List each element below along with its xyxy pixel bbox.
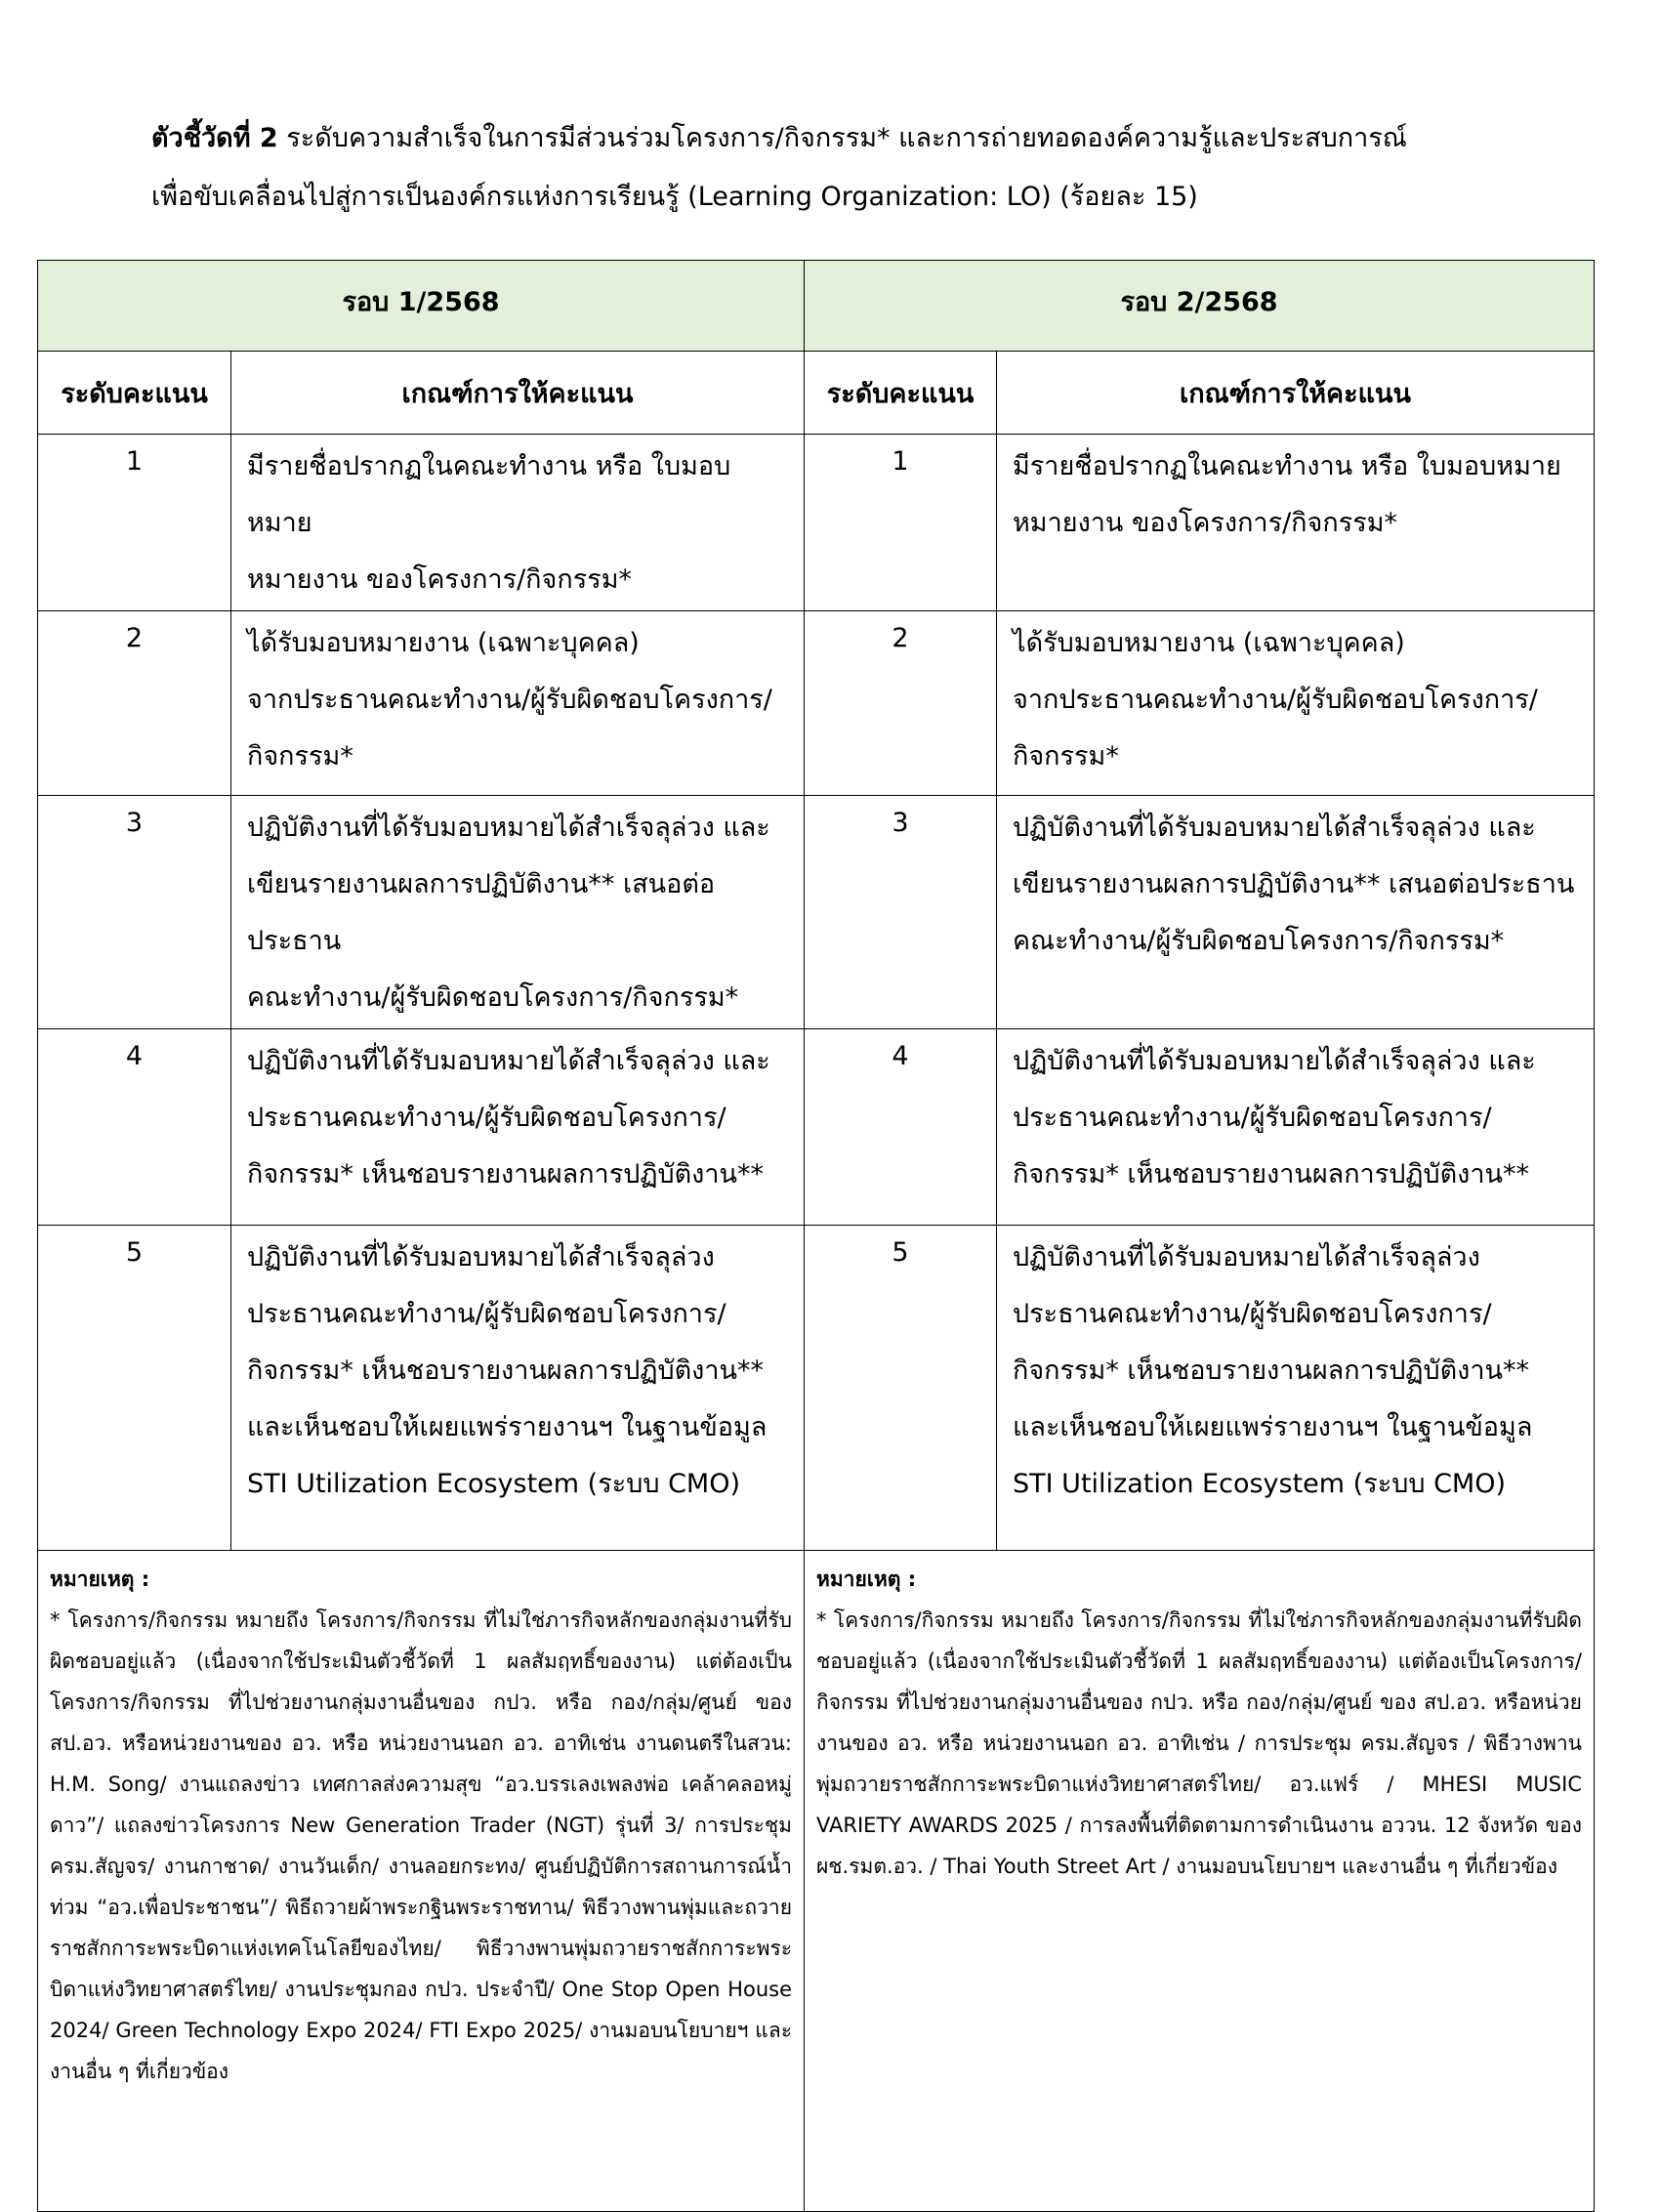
level-header: ระดับคะแนน	[38, 352, 231, 435]
criteria-line: ปฏิบัติงานที่ได้รับมอบหมายได้สำเร็จลุล่วง	[1013, 1242, 1480, 1273]
score-criteria	[231, 1029, 805, 1226]
criteria-line: หมายงาน ของโครงการ/กิจกรรม*	[1013, 508, 1397, 538]
score-criteria	[997, 796, 1595, 1029]
criteria-line: ประธานคณะทำงาน/ผู้รับผิดชอบโครงการ/	[1013, 1103, 1492, 1133]
criteria-line: กิจกรรม*	[1013, 741, 1119, 772]
score-criteria	[231, 1226, 805, 1551]
score-level: 4	[805, 1029, 997, 1226]
criteria-row	[38, 611, 1595, 796]
level-header: ระดับคะแนน	[805, 352, 997, 435]
criteria-line: คณะทำงาน/ผู้รับผิดชอบโครงการ/กิจกรรม*	[1013, 926, 1505, 956]
criteria-line: และเห็นชอบให้เผยแพร่รายงานฯ ในฐานข้อมูล	[247, 1412, 768, 1442]
criteria-line: เขียนรายงานผลการปฏิบัติงาน** เสนอต่อประธาน	[247, 869, 716, 956]
notes-text: * โครงการ/กิจกรรม หมายถึง โครงการ/กิจกรรม ที่ไม่ใช่ภารกิจหลักของกลุ่มงานที่รับผิดชอบอยู่แล้ว (เนื่องจากใช้ประเมินตัวชี้วัดที่ 1 ผลสัมฤทธิ์ของงาน) แต่ต้องเป็นโครงการ/กิจกรรม ที่ไปช่วยงานกลุ่มงานอื่นของ กปว. หรือ กอง/กลุ่ม/ศูนย์ ของ สป.อว. หรือหน่วยงานของ อว. หรือ หน่วยงานนอก อว. อาทิเช่น งานดนตรีในสวน: H.M. Song/ งานแถลงข่าว เทศกาลส่งความสุข “อว.บรรเลงเพลงพ่อ เคล้าคลอหมู่ดาว”/ แถลงข่าวโครงการ New Generation Trader (NGT) รุ่นที่ 3/ การประชุม ครม.สัญจร/ งานกาชาด/ งานวันเด็ก/ งานลอยกระทง/ ศูนย์ปฏิบัติการสถานการณ์น้ำท่วม “อว.เพื่อประชาชน”/ พิธีถวายผ้าพระกฐินพระราชทาน/ พิธีวางพานพุ่มและถวายราชสักการะพระบิดาแห่งเทคโนโลยีของไทย/ พิธีวางพานพุ่มถวายราชสักการะพระบิดาแห่งวิทยาศาสตร์ไทย/ งานประชุมกอง กปว. ประจำปี/ One Stop Open House 2024/ Green Technology Expo 2024/ FTI Expo 2025/ งานมอบนโยบายฯ และงานอื่น ๆ ที่เกี่ยวข้อง	[50, 1608, 792, 2083]
criteria-rows	[38, 435, 1595, 1551]
criteria-line: ปฏิบัติงานที่ได้รับมอบหมายได้สำเร็จลุล่วง และ	[1013, 813, 1536, 843]
criteria-line: และเห็นชอบให้เผยแพร่รายงานฯ ในฐานข้อมูล	[1013, 1412, 1533, 1442]
heading-line-2: เพื่อขับเคลื่อนไปสู่การเป็นองค์กรแห่งการเรียนรู้ (Learning Organization: LO) (ร้อยละ 15)	[151, 182, 1198, 212]
criteria-row	[38, 796, 1595, 1029]
heading-line-1-text: ระดับความสำเร็จในการมีส่วนร่วมโครงการ/กิจกรรม* และการถ่ายทอดองค์ความรู้และประสบการณ์	[277, 123, 1407, 153]
score-criteria	[997, 611, 1595, 796]
criteria-header: เกณฑ์การให้คะแนน	[231, 352, 805, 435]
criteria-line: ประธานคณะทำงาน/ผู้รับผิดชอบโครงการ/	[247, 1103, 726, 1133]
criteria-line: ได้รับมอบหมายงาน (เฉพาะบุคคล)	[247, 628, 640, 658]
criteria-line: STI Utilization Ecosystem (ระบบ CMO)	[1013, 1469, 1506, 1499]
criteria-line: ได้รับมอบหมายงาน (เฉพาะบุคคล)	[1013, 628, 1405, 658]
score-criteria	[997, 1226, 1595, 1551]
criteria-line: ปฏิบัติงานที่ได้รับมอบหมายได้สำเร็จลุล่วง และ	[247, 1046, 770, 1076]
criteria-line: ปฏิบัติงานที่ได้รับมอบหมายได้สำเร็จลุล่วง และ	[1013, 1046, 1536, 1076]
criteria-line: จากประธานคณะทำงาน/ผู้รับผิดชอบโครงการ/	[247, 685, 772, 715]
round-header-row	[38, 261, 1595, 352]
score-level: 3	[805, 796, 997, 1029]
criteria-line: ปฏิบัติงานที่ได้รับมอบหมายได้สำเร็จลุล่วง และ	[247, 813, 770, 843]
score-level: 5	[38, 1226, 231, 1551]
criteria-line: กิจกรรม* เห็นชอบรายงานผลการปฏิบัติงาน**	[247, 1356, 764, 1386]
score-criteria	[997, 435, 1595, 611]
column-header-row	[38, 352, 1595, 435]
heading-bold-label: ตัวชี้วัดที่ 2	[151, 123, 278, 153]
score-level: 1	[38, 435, 231, 611]
score-criteria	[231, 435, 805, 611]
score-criteria	[997, 1029, 1595, 1226]
round-2-header: รอบ 2/2568	[805, 261, 1595, 352]
criteria-row	[38, 1226, 1595, 1551]
notes-title: หมายเหตุ :	[816, 1567, 917, 1591]
notes-left	[38, 1551, 805, 2212]
notes-title: หมายเหตุ :	[50, 1567, 150, 1591]
criteria-line: มีรายชื่อปรากฏในคณะทำงาน หรือ ใบมอบหมาย	[247, 451, 731, 538]
indicator-heading	[151, 109, 1557, 227]
criteria-line: เขียนรายงานผลการปฏิบัติงาน** เสนอต่อประธาน	[1013, 869, 1575, 899]
criteria-line: กิจกรรม* เห็นชอบรายงานผลการปฏิบัติงาน**	[1013, 1356, 1529, 1386]
criteria-line: ปฏิบัติงานที่ได้รับมอบหมายได้สำเร็จลุล่วง	[247, 1242, 715, 1273]
notes-right	[805, 1551, 1595, 2212]
score-level: 4	[38, 1029, 231, 1226]
score-criteria	[231, 796, 805, 1029]
criteria-row	[38, 435, 1595, 611]
criteria-line: STI Utilization Ecosystem (ระบบ CMO)	[247, 1469, 740, 1499]
criteria-table	[37, 260, 1595, 2212]
criteria-line: หมายงาน ของโครงการ/กิจกรรม*	[247, 564, 632, 595]
criteria-line: ประธานคณะทำงาน/ผู้รับผิดชอบโครงการ/	[1013, 1299, 1492, 1329]
criteria-line: กิจกรรม* เห็นชอบรายงานผลการปฏิบัติงาน**	[1013, 1159, 1529, 1189]
criteria-line: ประธานคณะทำงาน/ผู้รับผิดชอบโครงการ/	[247, 1299, 726, 1329]
score-level: 3	[38, 796, 231, 1029]
notes-row	[38, 1551, 1595, 2212]
criteria-line: จากประธานคณะทำงาน/ผู้รับผิดชอบโครงการ/	[1013, 685, 1538, 715]
criteria-line: คณะทำงาน/ผู้รับผิดชอบโครงการ/กิจกรรม*	[247, 982, 739, 1013]
score-criteria	[231, 611, 805, 796]
criteria-line: กิจกรรม*	[247, 741, 353, 772]
round-1-header: รอบ 1/2568	[38, 261, 805, 352]
heading-line-1	[151, 109, 1557, 168]
score-level: 5	[805, 1226, 997, 1551]
criteria-line: มีรายชื่อปรากฏในคณะทำงาน หรือ ใบมอบหมาย	[1013, 451, 1561, 481]
criteria-line: กิจกรรม* เห็นชอบรายงานผลการปฏิบัติงาน**	[247, 1159, 764, 1189]
criteria-row	[38, 1029, 1595, 1226]
score-level: 2	[805, 611, 997, 796]
score-level: 1	[805, 435, 997, 611]
notes-text: * โครงการ/กิจกรรม หมายถึง โครงการ/กิจกรรม ที่ไม่ใช่ภารกิจหลักของกลุ่มงานที่รับผิดชอบอยู่แล้ว (เนื่องจากใช้ประเมินตัวชี้วัดที่ 1 ผลสัมฤทธิ์ของงาน) แต่ต้องเป็นโครงการ/กิจกรรม ที่ไปช่วยงานกลุ่มงานอื่นของ กปว. หรือ กอง/กลุ่ม/ศูนย์ ของ สป.อว. หรือหน่วยงานของ อว. หรือ หน่วยงานนอก อว. อาทิเช่น / การประชุม ครม.สัญจร / พิธีวางพานพุ่มถวายราชสักการะพระบิดาแห่งวิทยาศาสตร์ไทย/ อว.แฟร์ / MHESI MUSIC VARIETY AWARDS 2025 / การลงพื้นที่ติดตามการดำเนินงาน อววน. 12 จังหวัด ของ ผช.รมต.อว. / Thai Youth Street Art / งานมอบนโยบายฯ และงานอื่น ๆ ที่เกี่ยวข้อง	[816, 1608, 1582, 1878]
criteria-header: เกณฑ์การให้คะแนน	[997, 352, 1595, 435]
score-level: 2	[38, 611, 231, 796]
